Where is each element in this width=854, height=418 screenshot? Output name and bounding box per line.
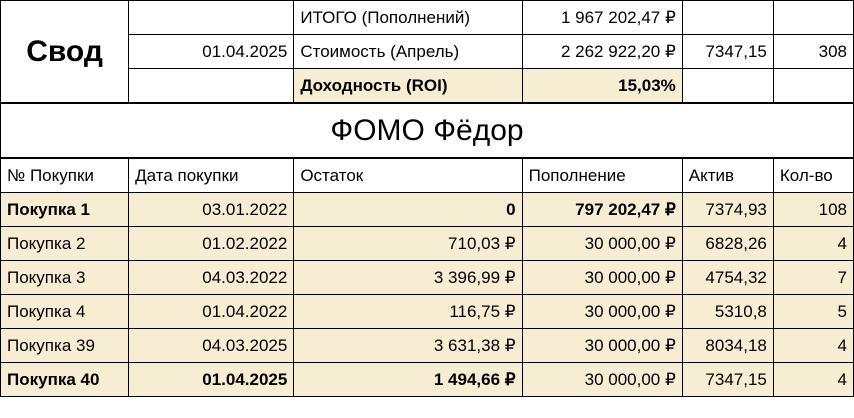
col-header-date: Дата покупки [129,159,294,193]
summary-table [0,0,854,103]
cell-rest: 710,03 ₽ [294,227,522,261]
summary-asset-0 [682,1,773,35]
cell-num: Покупка 40 [1,363,129,397]
summary-asset-1: 7347,15 [682,35,773,69]
cell-num: Покупка 1 [1,193,129,227]
cell-rest: 3 631,38 ₽ [294,329,522,363]
summary-label-cell: Свод [1,1,129,103]
cell-asset: 6828,26 [682,227,773,261]
cell-date: 01.02.2022 [129,227,294,261]
summary-row-roi [1,69,854,103]
cell-deposit: 797 202,47 ₽ [522,193,682,227]
cell-date: 03.01.2022 [129,193,294,227]
cell-date: 04.03.2022 [129,261,294,295]
summary-name-1: Стоимость (Апрель) [294,35,522,69]
table-row [1,295,854,329]
table-row [1,227,854,261]
page-title: ФОМО Фёдор [1,104,854,158]
table-row [1,261,854,295]
cell-asset: 7347,15 [682,363,773,397]
table-header-row [1,159,854,193]
cell-date: 04.03.2025 [129,329,294,363]
summary-qty-1: 308 [773,35,853,69]
cell-asset: 5310,8 [682,295,773,329]
col-header-deposit: Пополнение [522,159,682,193]
cell-deposit: 30 000,00 ₽ [522,295,682,329]
cell-rest: 116,75 ₽ [294,295,522,329]
summary-qty-0 [773,1,853,35]
summary-date-1: 01.04.2025 [129,35,294,69]
cell-qty: 4 [773,329,853,363]
summary-date-2 [129,69,294,103]
summary-name-2: Доходность (ROI) [294,69,522,103]
purchases-table [0,158,854,397]
summary-row-total [1,1,854,35]
summary-value-1: 2 262 922,20 ₽ [522,35,682,69]
cell-deposit: 30 000,00 ₽ [522,227,682,261]
summary-value-0: 1 967 202,47 ₽ [522,1,682,35]
cell-rest: 3 396,99 ₽ [294,261,522,295]
cell-rest: 1 494,66 ₽ [294,363,522,397]
summary-asset-2 [682,69,773,103]
summary-row-cost [1,35,854,69]
title-row [1,104,854,158]
cell-qty: 108 [773,193,853,227]
cell-num: Покупка 3 [1,261,129,295]
cell-asset: 4754,32 [682,261,773,295]
col-header-num: № Покупки [1,159,129,193]
summary-date-0 [129,1,294,35]
cell-asset: 7374,93 [682,193,773,227]
cell-deposit: 30 000,00 ₽ [522,363,682,397]
cell-asset: 8034,18 [682,329,773,363]
cell-date: 01.04.2025 [129,363,294,397]
summary-name-0: ИТОГО (Пополнений) [294,1,522,35]
title-table [0,103,854,158]
cell-num: Покупка 4 [1,295,129,329]
col-header-rest: Остаток [294,159,522,193]
cell-deposit: 30 000,00 ₽ [522,261,682,295]
table-row [1,193,854,227]
col-header-qty: Кол-во [773,159,853,193]
cell-num: Покупка 2 [1,227,129,261]
cell-rest: 0 [294,193,522,227]
cell-date: 01.04.2022 [129,295,294,329]
cell-deposit: 30 000,00 ₽ [522,329,682,363]
summary-value-2: 15,03% [522,69,682,103]
cell-num: Покупка 39 [1,329,129,363]
cell-qty: 4 [773,363,853,397]
cell-qty: 5 [773,295,853,329]
cell-qty: 7 [773,261,853,295]
table-row [1,329,854,363]
cell-qty: 4 [773,227,853,261]
summary-qty-2 [773,69,853,103]
col-header-asset: Актив [682,159,773,193]
table-row [1,363,854,397]
